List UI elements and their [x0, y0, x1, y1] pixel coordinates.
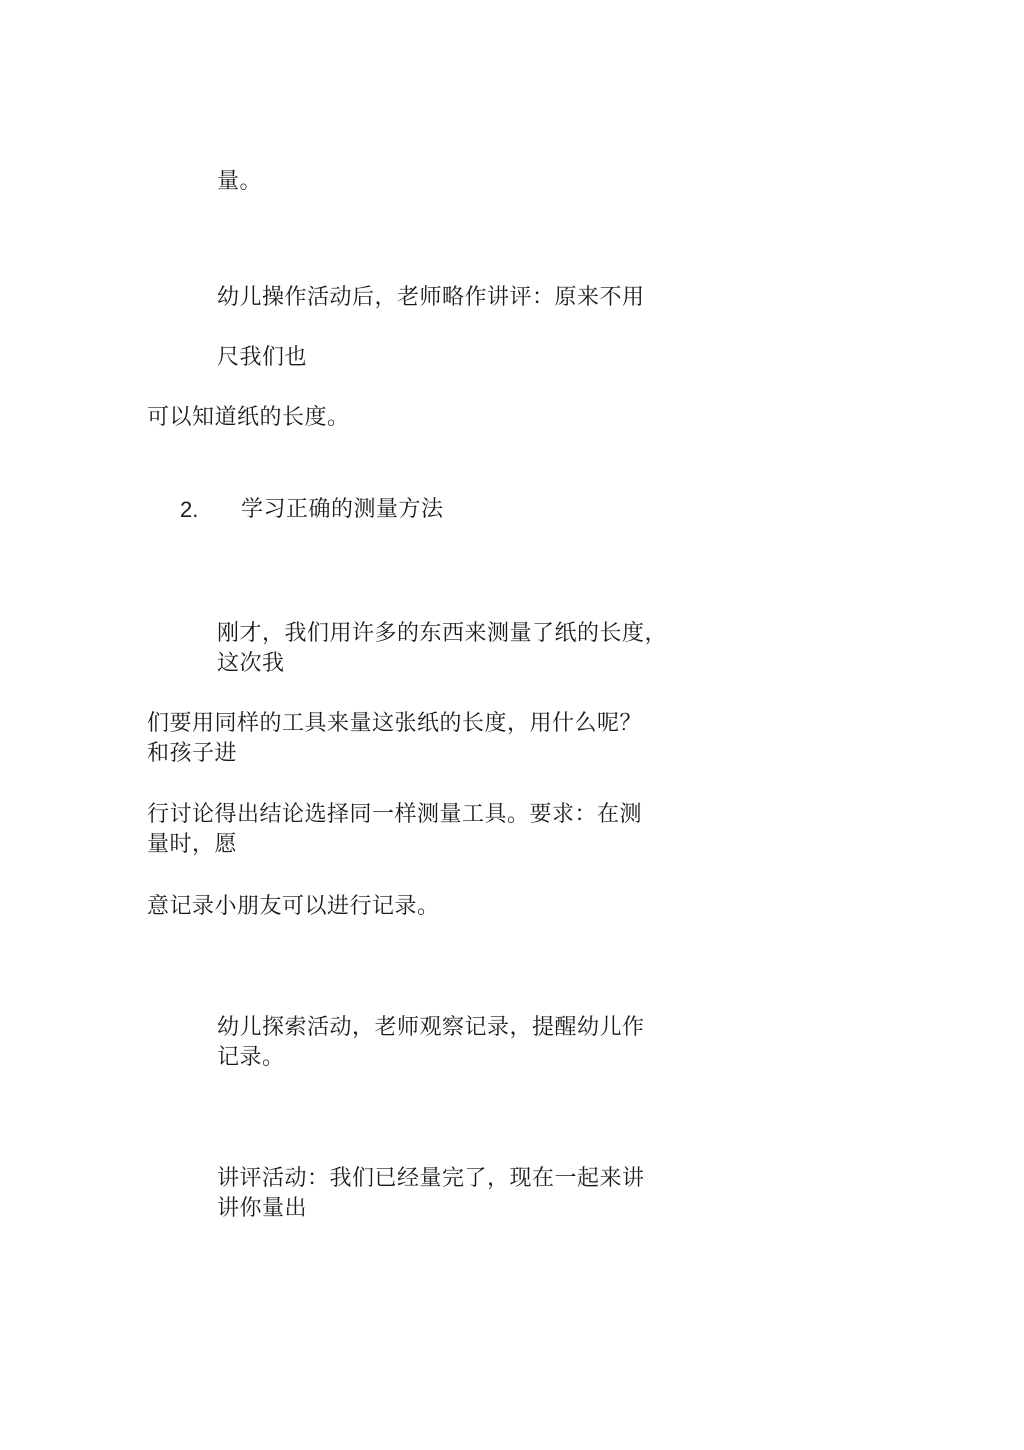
- paragraph-line: 和孩子进: [147, 741, 238, 766]
- paragraph-line: 刚才，我们用许多的东西来测量了纸的长度，: [217, 621, 668, 646]
- paragraph-line: 尺我们也: [217, 345, 308, 370]
- paragraph-line: 幼儿操作活动后，老师略作讲评：原来不用: [217, 285, 645, 310]
- paragraph-line: 可以知道纸的长度。: [147, 405, 350, 430]
- paragraph-line: 量。: [217, 169, 263, 194]
- section-heading: 学习正确的测量方法: [241, 497, 444, 522]
- paragraph-line: 记录。: [217, 1045, 285, 1070]
- section-number: 2.: [180, 497, 199, 522]
- paragraph-line: 意记录小朋友可以进行记录。: [147, 894, 440, 919]
- paragraph-line: 讲你量出: [217, 1196, 308, 1221]
- paragraph-line: 们要用同样的工具来量这张纸的长度，用什么呢？: [147, 711, 643, 736]
- paragraph-line: 讲评活动：我们已经量完了，现在一起来讲: [217, 1166, 645, 1191]
- paragraph-line: 行讨论得出结论选择同一样测量工具。要求：在测: [147, 802, 643, 827]
- paragraph-line: 幼儿探索活动，老师观察记录，提醒幼儿作: [217, 1015, 645, 1040]
- paragraph-line: 量时，愿: [147, 832, 238, 857]
- paragraph-line: 这次我: [217, 651, 285, 676]
